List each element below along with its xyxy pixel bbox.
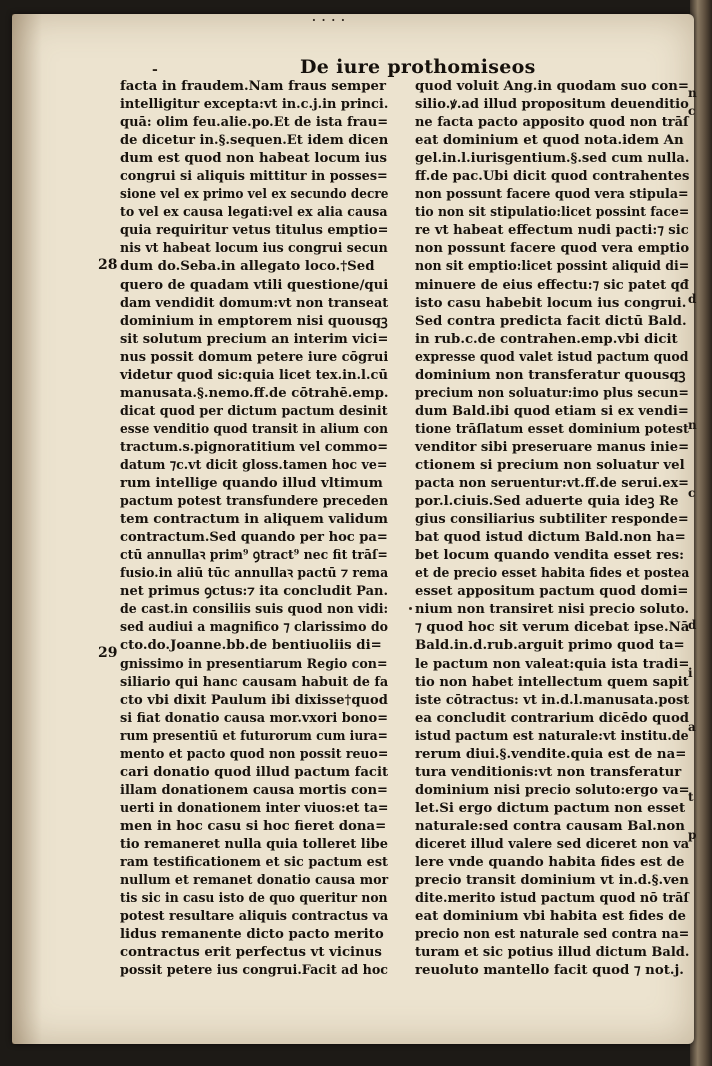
text-line: videtur quod sic:quia licet tex.in.l.cū bbox=[120, 367, 388, 383]
text-line: non possunt facere quod vera emptio bbox=[415, 241, 690, 257]
text-line: potest resultare aliquis contractus va bbox=[120, 909, 389, 925]
text-line: quā: olim feu.alie.po.Et de ista frau= bbox=[120, 115, 389, 131]
text-line: rerum diui.§.vendite.quia est de na= bbox=[415, 746, 687, 762]
edge-mark: a bbox=[688, 720, 696, 734]
text-line: bet locum quando vendita esset res: bbox=[415, 548, 685, 564]
text-line: contractum.Sed quando per hoc pa= bbox=[120, 530, 388, 546]
text-line: esset appositum pactum quod domi= bbox=[415, 584, 689, 600]
edge-mark: p bbox=[688, 828, 697, 842]
text-line: datum ⁊c.vt dicit gloss.tamen hoc ve= bbox=[120, 457, 388, 473]
text-line: precio transit dominium vt in.d.§.ven bbox=[415, 873, 689, 889]
text-line: to vel ex causa legati:vel ex alia causa bbox=[120, 205, 388, 221]
text-line: lere vnde quando habita fides est de bbox=[415, 855, 685, 871]
text-line: tione trāſlatum esset dominium potest bbox=[415, 421, 689, 437]
text-line: non possunt facere quod vera stipula= bbox=[415, 187, 689, 203]
text-line: dum est quod non habeat locum ius bbox=[120, 151, 387, 167]
text-line: cto vbi dixit Paulum ibi dixisse†quod bbox=[120, 692, 388, 708]
text-line: dam vendidit domum:vt non transeat bbox=[120, 295, 389, 311]
text-line: pacta non seruentur:vt.ff.de serui.ex= bbox=[415, 476, 689, 492]
text-line: ram testificationem et sic pactum est bbox=[120, 855, 388, 871]
text-line: istud pactum est naturale:vt institu.de bbox=[415, 728, 689, 744]
text-line: et de precio esset habita fides et postea bbox=[415, 566, 690, 582]
text-line: eat dominium et quod nota.idem An bbox=[415, 133, 684, 149]
text-line: siliario qui hanc causam habuit de fa bbox=[120, 674, 389, 690]
left-text-column bbox=[120, 78, 388, 980]
text-line: gnissimo in presentiarum Regio con= bbox=[120, 656, 388, 672]
text-line: turam et sic potius illud dictum Bald. bbox=[415, 945, 690, 961]
text-line: ea concludit contrarium dicēdo quod bbox=[415, 710, 690, 726]
text-line: nus possit domum petere iure cōgrui bbox=[120, 349, 389, 365]
book-page bbox=[12, 14, 697, 1044]
text-line: quia requiritur vetus titulus emptio= bbox=[120, 223, 389, 239]
text-line: eat dominium vbi habita est fides de bbox=[415, 909, 686, 925]
text-line: reuoluto mantello facit quod ⁊ not.j. bbox=[415, 963, 684, 979]
text-line: Sed contra predicta facit dictū Bald. bbox=[415, 313, 687, 329]
text-line: precio non est naturale sed contra na= bbox=[415, 927, 690, 943]
text-line: por.l.ciuis.Sed aduerte quia ideꝫ Re bbox=[415, 494, 679, 510]
text-line: ne facta pacto apposito quod non trāſ bbox=[415, 115, 689, 131]
text-line: dicat quod per dictum pactum desinit bbox=[120, 403, 388, 419]
text-line: dum Bald.ibi quod etiam si ex vendi= bbox=[415, 403, 689, 419]
text-line: iste cōtractus: vt in.d.l.manusata.post bbox=[415, 692, 690, 708]
edge-mark: n bbox=[688, 86, 697, 100]
text-line: men in hoc casu si hoc fieret dona= bbox=[120, 818, 387, 834]
text-line: Bald.in.d.rub.arguit primo quod ta= bbox=[415, 638, 685, 654]
text-line: nullum et remanet donatio causa mor bbox=[120, 873, 389, 889]
margin-number-29: 29 bbox=[98, 645, 118, 661]
edge-mark: c bbox=[688, 104, 696, 118]
text-line: precium non soluatur:imo plus secun= bbox=[415, 385, 689, 401]
text-line: rum intellige quando illud vltimum bbox=[120, 476, 383, 492]
text-line: dite.merito istud pactum quod nō trāſ bbox=[415, 891, 689, 907]
text-line: ctū annullaꝛ prim⁹ ꝯtract⁹ nec fit trāſ= bbox=[120, 548, 388, 564]
text-line: naturale:sed contra causam Bal.non bbox=[415, 818, 685, 834]
text-line: facta in fraudem.Nam fraus semper bbox=[120, 79, 387, 94]
text-line: bat quod istud dictum Bald.non ha= bbox=[415, 530, 686, 546]
text-line: nis vt habeat locum ius congrui secun bbox=[120, 241, 388, 257]
right-text-column bbox=[415, 78, 689, 980]
text-line: cto.do.Joanne.bb.de bentiuoliis di= bbox=[120, 638, 382, 654]
text-line: gius consiliarius subtiliter responde= bbox=[415, 512, 689, 528]
text-line: tractum.s.pignoratitium vel commo= bbox=[120, 439, 389, 455]
text-line: ⁊ quod hoc sit verum dicebat ipse.Nā bbox=[415, 620, 690, 636]
ink-speck bbox=[409, 607, 412, 610]
text-line: sione vel ex primo vel ex secundo decre bbox=[120, 187, 389, 203]
header-left-mark: - bbox=[152, 62, 158, 78]
cropped-top-text: · · · · bbox=[312, 14, 346, 27]
running-head: De iure prothomiseos bbox=[300, 56, 536, 78]
text-line: ff.de pac.Ubi dicit quod contrahentes bbox=[415, 169, 690, 185]
text-line: net primus ꝯctus:⁊ ita concludit Pan. bbox=[120, 584, 388, 600]
text-line: uerti in donationem inter viuos:et ta= bbox=[120, 800, 389, 816]
text-line: expresse quod valet istud pactum quod bbox=[415, 349, 689, 365]
edge-mark: c bbox=[688, 486, 696, 500]
text-line: illam donationem causa mortis con= bbox=[120, 782, 388, 798]
text-line: mento et pacto quod non possit reuo= bbox=[120, 746, 389, 762]
text-line: de cast.in consiliis suis quod non vidi: bbox=[120, 602, 389, 618]
text-line: intelligitur excepta:vt in.c.j.in princi. bbox=[120, 97, 389, 113]
text-line: tio remaneret nulla quia tolleret libe bbox=[120, 836, 388, 852]
text-line: in rub.c.de contrahen.emp.vbi dicit bbox=[415, 331, 678, 347]
text-line: diceret illud valere sed diceret non va bbox=[415, 836, 690, 852]
edge-mark: t bbox=[688, 790, 694, 804]
text-line: cari donatio quod illud pactum facit bbox=[120, 764, 389, 780]
text-line: sed audiui a magnifico ⁊ clarissimo do bbox=[120, 620, 388, 636]
edge-mark: i bbox=[688, 666, 693, 680]
text-line: dominium non transferatur quousqꝫ bbox=[415, 367, 686, 383]
text-line: de dicetur in.§.sequen.Et idem dicen bbox=[120, 133, 389, 149]
text-line: lidus remanente dicto pacto merito bbox=[120, 927, 384, 943]
text-line: esse venditio quod transit in alium con bbox=[120, 421, 388, 437]
text-line: gel.in.l.iurisgentium.§.sed cum nulla. bbox=[415, 151, 690, 167]
edge-mark: d bbox=[688, 292, 697, 306]
text-line: re vt habeat effectum nudi pacti:⁊ sic bbox=[415, 223, 689, 239]
text-line: rum presentiū et futurorum cum iura= bbox=[120, 728, 388, 744]
text-line: fusio.in aliū tūc annullaꝛ pactū ⁊ rema bbox=[120, 566, 389, 582]
text-line: possit petere ius congrui.Facit ad hoc bbox=[120, 963, 389, 979]
text-line: contractus erit perfectus vt vicinus bbox=[120, 945, 382, 961]
text-line: dominium in emptorem nisi quousqꝫ bbox=[120, 313, 388, 329]
text-line: tem contractum in aliquem validum bbox=[120, 512, 388, 528]
margin-number-28: 28 bbox=[98, 257, 118, 273]
text-line: tura venditionis:vt non transferatur bbox=[415, 764, 682, 780]
text-line: tio non habet intellectum quem sapit bbox=[415, 674, 689, 690]
text-line: tio non sit stipulatio:licet possint face= bbox=[415, 205, 690, 221]
text-line: minuere de eius effectu:⁊ sic patet qđ bbox=[415, 277, 689, 293]
text-line: le pactum non valeat:quia ista tradi= bbox=[415, 656, 690, 672]
edge-mark: d bbox=[688, 618, 697, 632]
text-line: venditor sibi preseruare manus inie= bbox=[415, 439, 690, 455]
text-line: congrui si aliquis mittitur in posses= bbox=[120, 169, 388, 185]
text-line: ctionem si precium non soluatur vel bbox=[415, 457, 685, 473]
text-line: nium non transiret nisi precio soluto. bbox=[415, 602, 690, 618]
text-line: quero de quadam vtili questione/qui bbox=[120, 277, 389, 293]
text-line: si fiat donatio causa mor.vxori bono= bbox=[120, 710, 389, 726]
text-line: pactum potest transfundere preceden bbox=[120, 494, 389, 510]
text-line: silio.ꝟ.ad illud propositum deuenditio bbox=[415, 97, 689, 113]
text-line: dominium nisi precio soluto:ergo va= bbox=[415, 782, 690, 798]
text-line: let.Si ergo dictum pactum non esset bbox=[415, 800, 686, 816]
text-line: isto casu habebit locum ius congrui. bbox=[415, 295, 687, 311]
text-line: quod voluit Ang.in quodam suo con= bbox=[415, 79, 689, 94]
text-line: manusata.§.nemo.ff.de cōtrahē.emp. bbox=[120, 385, 389, 401]
text-line: non sit emptio:licet possint aliquid di= bbox=[415, 259, 690, 275]
text-line: tis sic in casu isto de quo queritur non bbox=[120, 891, 388, 907]
text-line: sit solutum precium an interim vici= bbox=[120, 331, 389, 347]
text-line: dum do.Seba.in allegato loco.†Sed bbox=[120, 259, 375, 275]
edge-mark: n bbox=[688, 418, 697, 432]
